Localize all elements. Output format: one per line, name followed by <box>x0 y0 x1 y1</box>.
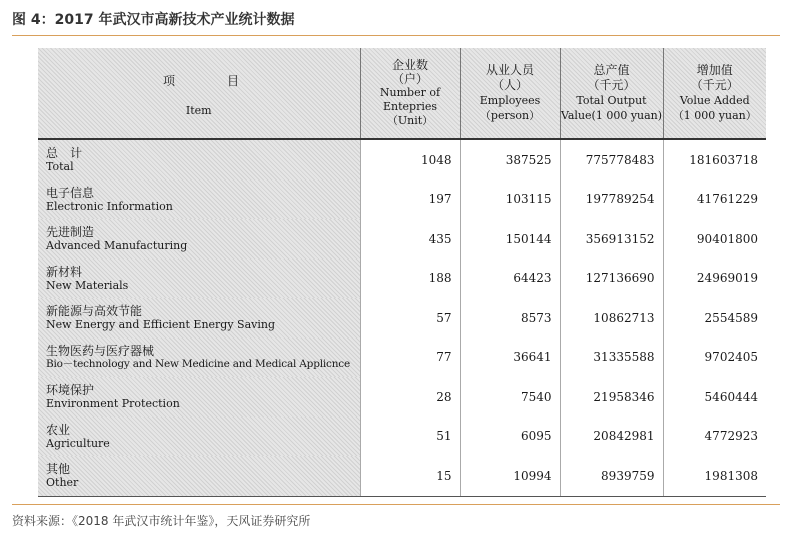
cell-total-output: 127136690 <box>560 259 663 299</box>
category-zh: 新能源与高效节能 <box>46 304 143 319</box>
row-category <box>38 219 360 259</box>
header-total-output <box>560 48 663 139</box>
cell-enterprises: 435 <box>360 219 460 259</box>
header-added-line: （1 000 yuan） <box>672 109 757 122</box>
row-category <box>38 259 360 299</box>
category-en: Bio－technology and New Medicine and Medical Applicnce <box>46 357 350 370</box>
cell-employees: 103115 <box>460 180 560 220</box>
cell-value-added: 9702405 <box>663 338 766 378</box>
cell-value-added: 5460444 <box>663 377 766 417</box>
cell-employees: 6095 <box>460 417 560 457</box>
header-item-en: Item <box>185 104 212 117</box>
cell-employees: 7540 <box>460 377 560 417</box>
category-en: New Materials <box>46 278 129 292</box>
cell-value-added: 181603718 <box>663 139 766 180</box>
header-output-line: （千元） <box>587 78 636 92</box>
table-row <box>38 417 766 457</box>
cell-value-added: 90401800 <box>663 219 766 259</box>
cell-enterprises: 1048 <box>360 139 460 180</box>
cell-enterprises: 77 <box>360 338 460 378</box>
category-en: Other <box>46 476 79 490</box>
header-enterprises <box>360 48 460 139</box>
header-value-added <box>663 48 766 139</box>
header-item-zh-1: 项 <box>163 74 176 88</box>
category-zh: 新材料 <box>46 264 83 279</box>
cell-enterprises: 197 <box>360 180 460 220</box>
header-employees-line: （人） <box>491 78 528 92</box>
cell-total-output: 356913152 <box>560 219 663 259</box>
row-category <box>38 180 360 220</box>
source-divider <box>12 504 780 505</box>
cell-employees: 387525 <box>460 139 560 180</box>
header-enterprises-line: 企业数 <box>391 58 428 72</box>
header-added-line: Volue Added <box>679 94 750 107</box>
header-enterprises-line: （户） <box>391 72 428 86</box>
header-item-zh-2: 目 <box>227 74 240 88</box>
table-row <box>38 180 766 220</box>
table-row <box>38 298 766 338</box>
header-enterprises-line: Number of <box>379 86 441 99</box>
row-category <box>38 456 360 496</box>
category-zh: 环境保护 <box>46 383 95 398</box>
header-added-line: 增加值 <box>696 63 733 77</box>
cell-enterprises: 51 <box>360 417 460 457</box>
cell-employees: 150144 <box>460 219 560 259</box>
cell-employees: 10994 <box>460 456 560 496</box>
category-zh: 农业 <box>46 422 71 437</box>
cell-value-added: 24969019 <box>663 259 766 299</box>
table-header-row <box>38 48 766 139</box>
header-enterprises-line: Entepries <box>382 100 438 113</box>
cell-total-output: 21958346 <box>560 377 663 417</box>
table-row <box>38 338 766 378</box>
header-employees <box>460 48 560 139</box>
header-output-line: Total Output <box>576 94 647 107</box>
header-added-line: （千元） <box>690 78 739 92</box>
header-output-line: 总产值 <box>593 63 630 77</box>
header-enterprises-line: （Unit） <box>386 114 434 127</box>
source-note: 资料来源：《2018 年武汉市统计年鉴》，天风证券研究所 <box>12 514 311 528</box>
cell-enterprises: 188 <box>360 259 460 299</box>
category-zh: 总 计 <box>46 146 83 161</box>
category-en: Total <box>46 160 74 174</box>
row-category <box>38 377 360 417</box>
table-row <box>38 219 766 259</box>
category-zh: 电子信息 <box>46 185 95 200</box>
header-employees-line: （person） <box>479 109 541 122</box>
category-en: Electronic Information <box>46 199 173 213</box>
category-zh: 先进制造 <box>46 225 95 240</box>
cell-enterprises: 15 <box>360 456 460 496</box>
table-row <box>38 456 766 496</box>
category-en: Agriculture <box>46 436 110 450</box>
cell-total-output: 20842981 <box>560 417 663 457</box>
row-category <box>38 139 360 180</box>
industry-statistics-table <box>38 48 766 497</box>
cell-total-output: 197789254 <box>560 180 663 220</box>
header-output-line: Value(1 000 yuan) <box>560 109 663 122</box>
cell-total-output: 31335588 <box>560 338 663 378</box>
table-row <box>38 139 766 180</box>
category-zh: 生物医药与医疗器械 <box>46 343 155 358</box>
category-en: Advanced Manufacturing <box>46 239 188 253</box>
title-divider <box>12 35 780 36</box>
header-employees-line: Employees <box>479 94 541 107</box>
header-item <box>38 48 360 139</box>
cell-value-added: 41761229 <box>663 180 766 220</box>
cell-total-output: 10862713 <box>560 298 663 338</box>
row-category <box>38 338 360 378</box>
row-category <box>38 417 360 457</box>
row-category <box>38 298 360 338</box>
cell-enterprises: 28 <box>360 377 460 417</box>
cell-value-added: 4772923 <box>663 417 766 457</box>
category-en: New Energy and Efficient Energy Saving <box>46 318 276 332</box>
cell-employees: 36641 <box>460 338 560 378</box>
header-employees-line: 从业人员 <box>485 63 534 77</box>
table-row <box>38 377 766 417</box>
cell-total-output: 8939759 <box>560 456 663 496</box>
cell-total-output: 775778483 <box>560 139 663 180</box>
cell-value-added: 2554589 <box>663 298 766 338</box>
category-en: Environment Protection <box>46 397 180 411</box>
table-row <box>38 259 766 299</box>
cell-employees: 8573 <box>460 298 560 338</box>
cell-enterprises: 57 <box>360 298 460 338</box>
figure-title: 图 4：2017 年武汉市高新技术产业统计数据 <box>12 12 295 28</box>
cell-employees: 64423 <box>460 259 560 299</box>
category-zh: 其他 <box>46 462 71 477</box>
cell-value-added: 1981308 <box>663 456 766 496</box>
